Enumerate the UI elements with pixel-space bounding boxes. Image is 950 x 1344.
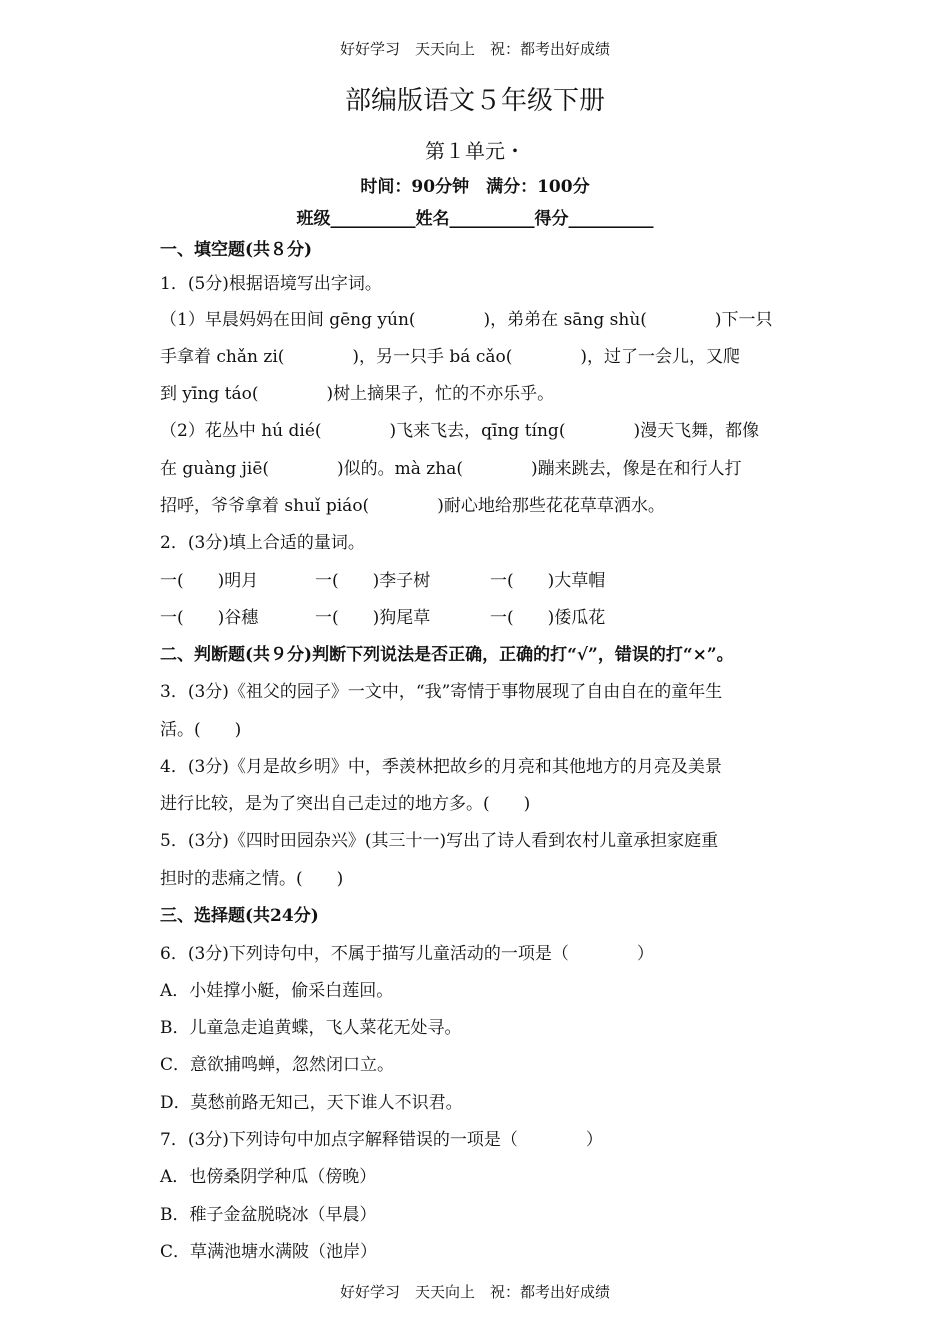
question-6-option-b: B．儿童急走追黄蝶，飞人菜花无处寻。 xyxy=(160,1018,462,1038)
question-1-1-line-3: 到 yīng táo( )树上摘果子，忙的不亦乐乎。 xyxy=(160,384,555,404)
question-1-1-line-2: 手拿着 chǎn zi( )，另一只手 bá cǎo( )，过了一会儿，又爬 xyxy=(160,347,740,367)
measure-word-item: 一( )李子树 xyxy=(315,571,431,591)
page-footer: 好好学习 天天向上 祝：都考出好成绩 xyxy=(339,1283,610,1301)
question-4-line-2: 进行比较，是为了突出自己走过的地方多。( ) xyxy=(160,794,531,814)
question-7-option-c: C．草满池塘水满陂（池岸） xyxy=(160,1242,378,1262)
class-name-score-line: 班级__________姓名__________得分__________ xyxy=(296,209,654,229)
question-7-option-b: B．稚子金盆脱晓冰（早晨） xyxy=(160,1205,377,1225)
measure-word-item: 一( )倭瓜花 xyxy=(490,608,606,628)
measure-word-item: 一( )大草帽 xyxy=(490,571,606,591)
question-6-option-a: A．小娃撑小艇，偷采白莲回。 xyxy=(160,981,394,1001)
section-true-false: 二、判断题(共９分)判断下列说法是否正确，正确的打“√”，错误的打“×”。 xyxy=(160,645,734,665)
question-3-line-2: 活。( ) xyxy=(160,720,242,740)
question-7: 7．(3分)下列诗句中加点字解释错误的一项是（ ） xyxy=(160,1130,603,1150)
question-6-option-c: C．意欲捕鸣蝉，忽然闭口立。 xyxy=(160,1055,395,1075)
section-multiple-choice: 三、选择题(共24分) xyxy=(160,906,319,926)
question-5-line-2: 担时的悲痛之情。( ) xyxy=(160,869,344,889)
question-1-2-line-1: （2）花丛中 hú dié( )飞来飞去，qīng tíng( )漫天飞舞，都像 xyxy=(160,421,760,441)
question-6-option-d: D．莫愁前路无知己，天下谁人不识君。 xyxy=(160,1093,463,1113)
exam-meta: 时间：90分钟 满分：100分 xyxy=(360,177,590,197)
question-2: 2．(3分)填上合适的量词。 xyxy=(160,533,365,553)
question-1-2-line-3: 招呼，爷爷拿着 shuǐ piáo( )耐心地给那些花花草草洒水。 xyxy=(160,496,665,516)
page-header: 好好学习 天天向上 祝：都考出好成绩 xyxy=(339,40,610,58)
question-1-2-line-2: 在 guàng jiē( )似的。mà zha( )蹦来跳去，像是在和行人打 xyxy=(160,459,742,479)
measure-word-item: 一( )狗尾草 xyxy=(315,608,431,628)
section-fill-blank: 一、填空题(共８分) xyxy=(160,240,313,260)
question-1-1-line-1: （1）早晨妈妈在田间 gēng yún( )，弟弟在 sāng shù( )下一只 xyxy=(160,310,773,330)
question-6: 6．(3分)下列诗句中，不属于描写儿童活动的一项是（ ） xyxy=(160,944,654,964)
document-title: 部编版语文５年级下册 xyxy=(344,86,605,116)
measure-word-item: 一( )明月 xyxy=(160,571,259,591)
question-7-option-a: A．也傍桑阴学种瓜（傍晚） xyxy=(160,1167,377,1187)
question-4-line-1: 4．(3分)《月是故乡明》中，季羡林把故乡的月亮和其他地方的月亮及美景 xyxy=(160,757,722,777)
question-1: 1．(5分)根据语境写出字词。 xyxy=(160,274,382,294)
unit-heading: 第１单元・ xyxy=(425,139,525,163)
measure-word-item: 一( )谷穗 xyxy=(160,608,259,628)
question-5-line-1: 5．(3分)《四时田园杂兴》(其三十一)写出了诗人看到农村儿童承担家庭重 xyxy=(160,831,719,851)
question-3-line-1: 3．(3分)《祖父的园子》一文中，“我”寄情于事物展现了自由自在的童年生 xyxy=(160,682,723,702)
